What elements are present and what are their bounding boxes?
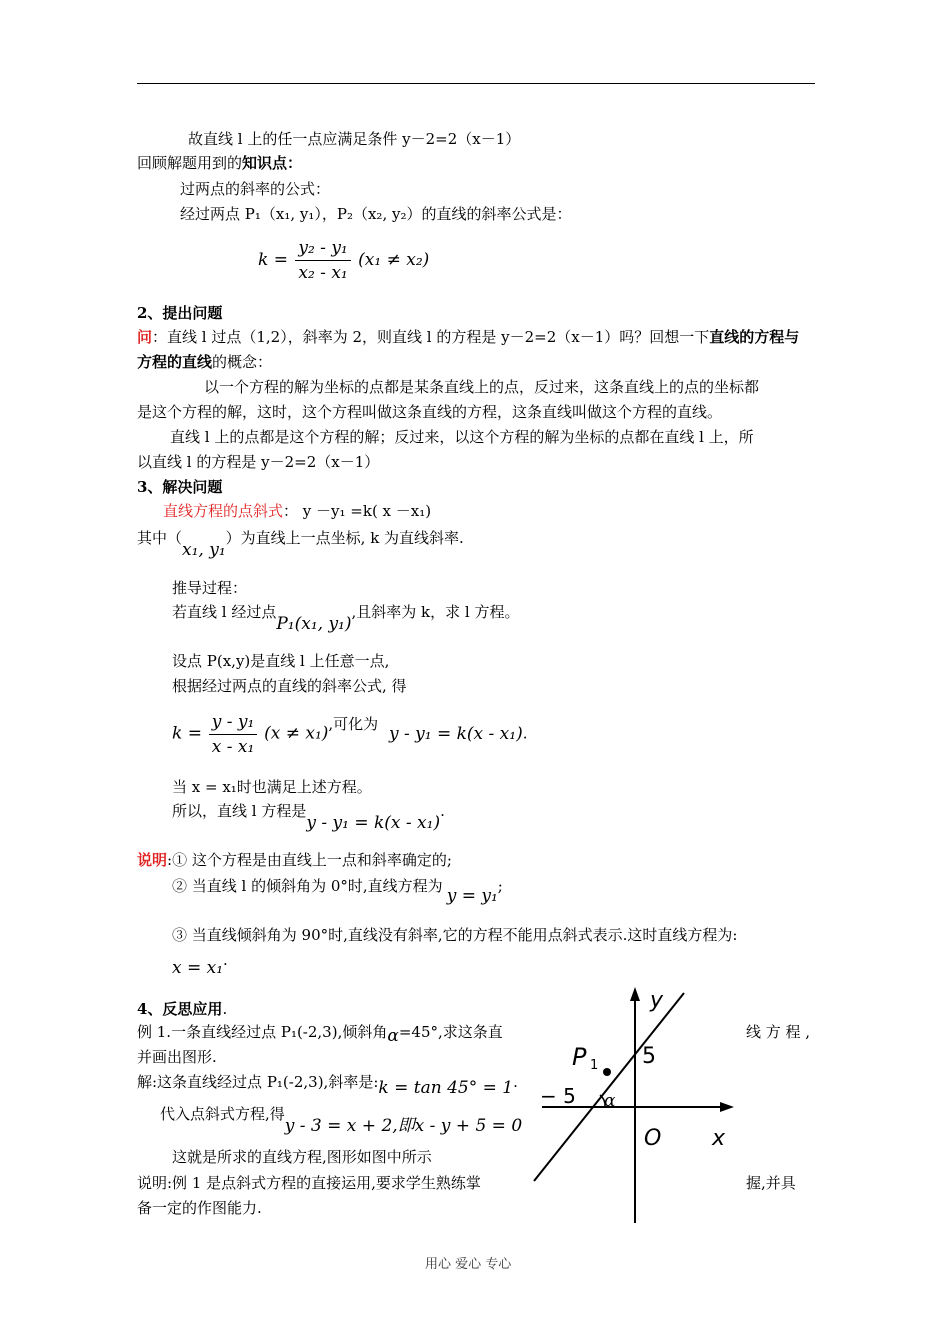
question-bold-1: 直线的方程与: [709, 328, 800, 346]
remark-a: 说明:例 1 是点斜式方程的直接运用,要求学生熟练掌: [137, 1174, 481, 1192]
note-2-line: [172, 875, 503, 906]
formula2-denominator: x - x₁: [211, 737, 255, 757]
so-line: [172, 800, 445, 833]
question-label: 问: [137, 328, 153, 346]
so-equation: y - y₁ = k(x - x₁): [306, 813, 441, 833]
angle-label: α: [604, 1091, 616, 1111]
point-p1: [603, 1068, 611, 1076]
set-point-line: 设点 P(x,y)是直线 l 上任意一点,: [172, 652, 390, 670]
p1-label: P: [572, 1043, 587, 1071]
remark-b: 握,并具: [746, 1174, 796, 1192]
question-line-2: [137, 351, 272, 372]
answer-line-2: 以直线 l 的方程是 y－2=2（x－1）: [137, 453, 380, 471]
formula1-numerator: y₂ - y₁: [295, 238, 350, 261]
substitute-line: [160, 1099, 523, 1136]
x-axis-label: x: [712, 1126, 726, 1151]
section-3-title: 3、解决问题: [137, 478, 223, 496]
review-prefix: 回顾解题用到的: [137, 154, 243, 172]
example-1-c: 线 方 程 ,: [746, 1023, 811, 1041]
by-formula-line: 根据经过两点的直线的斜率公式, 得: [172, 677, 407, 695]
question-text: ：直线 l 过点（1,2），斜率为 2，则直线 l 的方程是 y－2=2（x－1）吗？回想一下: [152, 328, 710, 346]
solution-line: [137, 1071, 518, 1098]
note-3-line: ③ 当直线倾斜角为 90°时,直线没有斜率,它的方程不能用点斜式表示.这时直线方程为:: [172, 926, 738, 944]
note-3-eq-line: [172, 951, 228, 978]
formula-derivation: [172, 712, 527, 757]
review-bold: 知识点：: [242, 154, 303, 172]
this-is-line: 这就是所求的直线方程,图形如图中所示: [172, 1148, 432, 1166]
slope-desc: 经过两点 P₁（x₁, y₁），P₂（x₂, y₂）的直线的斜率公式是：: [180, 205, 572, 223]
note-2-text: ② 当直线 l 的倾斜角为 0°时,直线方程为: [172, 877, 443, 895]
section-4-title-line: [137, 998, 227, 1019]
formula2-fraction: [209, 712, 258, 757]
note-1-line: [137, 849, 452, 870]
x-axis-arrow: [720, 1102, 734, 1112]
formula2-rhs: y - y₁ = k(x - x₁): [388, 723, 523, 744]
example-1-d: 并画出图形.: [137, 1048, 217, 1066]
question-line-1: [137, 326, 799, 347]
formula1-lhs: k =: [258, 250, 288, 270]
p1-subscript: 1: [590, 1058, 599, 1073]
y-intercept-label: 5: [642, 1044, 656, 1069]
example-1-b: =45°,求这条直: [398, 1023, 503, 1041]
formula1-condition: (x₁ ≠ x₂): [358, 250, 430, 270]
formula2-lhs: k =: [172, 723, 202, 744]
header-rule: [137, 83, 815, 84]
solution-end: .: [513, 1073, 518, 1091]
formula2-end: .: [522, 724, 528, 743]
remark-c: 备一定的作图能力.: [137, 1199, 262, 1217]
where-line: [137, 527, 464, 560]
slope-title: 过两点的斜率的公式：: [180, 180, 331, 198]
derive-title: 推导过程：: [172, 579, 248, 597]
formula2-numerator: y - y₁: [209, 712, 258, 735]
so-text: 所以，直线 l 方程是: [172, 802, 307, 820]
derive-if-b: ,且斜率为 k，求 l 方程。: [351, 603, 520, 621]
line-graph-figure: [532, 985, 742, 1225]
example-1-a: 例 1.一条直线经过点 P₁(-2,3),倾斜角: [137, 1023, 388, 1041]
substitute-equation: y - 3 = x + 2,即x - y + 5 = 0: [284, 1116, 523, 1136]
formula2-mid: ,可化为: [328, 714, 379, 733]
y-axis-label: y: [650, 988, 664, 1013]
footer: 用心 爱心 专心: [425, 1257, 512, 1272]
derive-if-a: 若直线 l 经过点: [172, 603, 277, 621]
top-line: 故直线 l 上的任一点应满足条件 y－2=2（x－1）: [188, 130, 521, 148]
formula1-fraction: [295, 238, 350, 283]
formula1-denominator: x₂ - x₁: [298, 263, 348, 283]
derive-point: P₁(x₁, y₁): [276, 614, 352, 634]
example-1-alpha: α: [387, 1026, 399, 1046]
y-axis-arrow: [630, 987, 640, 1001]
section-4-title-end: .: [222, 1000, 228, 1018]
note-3-equation: x = x₁: [172, 958, 224, 978]
x-intercept-label: − 5: [540, 1084, 576, 1108]
question-bold-2: 方程的直线: [137, 353, 213, 371]
when-x-line: 当 x = x₁时也满足上述方程。: [172, 778, 372, 796]
note-label: 说明: [137, 851, 168, 869]
point-slope-label: 直线方程的点斜式: [163, 502, 284, 520]
formula2-condition: (x ≠ x₁): [264, 723, 329, 744]
note-2-end: ;: [497, 877, 503, 895]
example-1-line-1: [137, 1021, 503, 1046]
review-line: [137, 152, 302, 173]
origin-label: O: [644, 1126, 662, 1151]
where-point: x₁, y₁: [182, 540, 226, 560]
formula-two-point-slope: [258, 238, 429, 283]
point-slope-line: [163, 500, 431, 521]
definition-line-1: 以一个方程的解为坐标的点都是某条直线上的点，反过来，这条直线上的点的坐标都: [204, 378, 760, 396]
so-end: .: [440, 802, 445, 820]
note-2-equation: y = y₁: [446, 886, 498, 906]
note-1: :① 这个方程是由直线上一点和斜率确定的;: [167, 851, 452, 869]
solution-a: 解:这条直线经过点 P₁(-2,3),斜率是:: [137, 1073, 379, 1091]
derive-if-line: [172, 601, 520, 634]
section-4-title: 4、反思应用: [137, 1000, 223, 1018]
where-suffix: ）为直线上一点坐标, k 为直线斜率.: [225, 529, 464, 547]
definition-line-2: 是这个方程的解，这时，这个方程叫做这条直线的方程，这条直线叫做这个方程的直线。: [137, 403, 723, 421]
note-3-end: .: [223, 951, 228, 969]
where-prefix: 其中（: [137, 529, 183, 547]
answer-line-1: 直线 l 上的点都是这个方程的解；反过来，以这个方程的解为坐标的点都在直线 l 上，所: [170, 428, 754, 446]
solution-equation: k = tan 45° = 1: [378, 1078, 514, 1098]
substitute-a: 代入点斜式方程,得: [160, 1105, 285, 1123]
section-2-title: 2、提出问题: [137, 304, 223, 322]
question-end: 的概念：: [212, 353, 273, 371]
point-slope-equation: ： y －y₁ =k( x －x₁): [283, 502, 432, 520]
